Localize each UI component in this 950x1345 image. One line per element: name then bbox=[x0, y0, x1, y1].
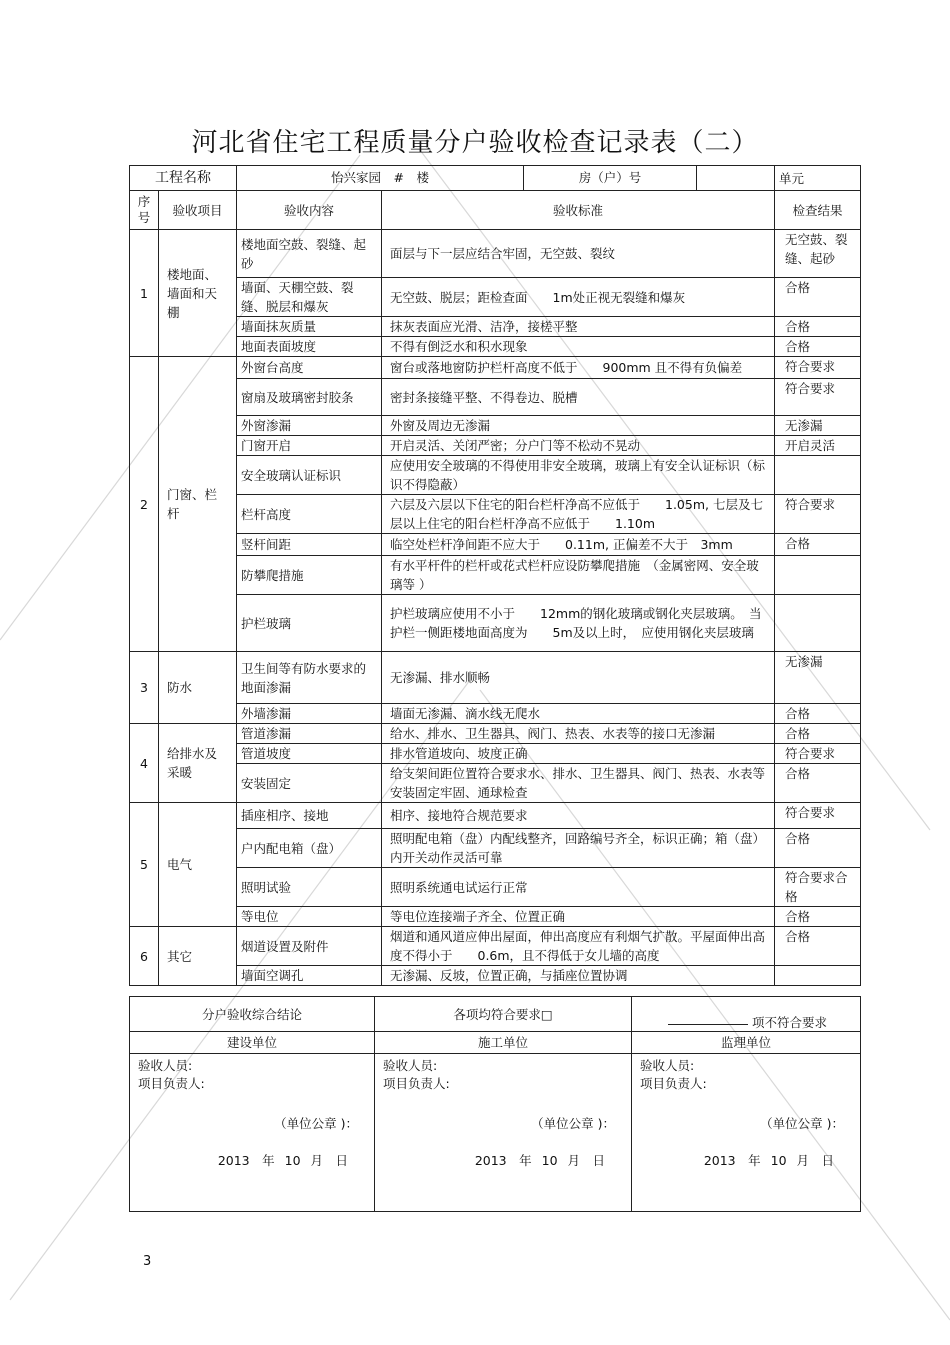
inspection-content: 安全玻璃认证标识 bbox=[237, 456, 382, 495]
signoff-table bbox=[129, 996, 861, 1212]
project-row bbox=[130, 166, 861, 191]
inspection-standard: 照明系统通电试运行正常 bbox=[382, 868, 775, 907]
table-row bbox=[130, 704, 861, 724]
group-seq: 5 bbox=[130, 803, 159, 927]
inspection-content: 墙面抹灰质量 bbox=[237, 317, 382, 337]
inspection-result: 合格 bbox=[775, 337, 861, 357]
parties-row bbox=[130, 1032, 861, 1054]
inspection-content: 卫生间等有防水要求的地面渗漏 bbox=[237, 652, 382, 704]
table-row bbox=[130, 495, 861, 534]
inspection-result: 无渗漏 bbox=[775, 652, 861, 704]
signature-block-construction bbox=[130, 1054, 375, 1212]
inspection-content: 墙面空调孔 bbox=[237, 966, 382, 986]
table-row bbox=[130, 803, 861, 829]
inspection-result: 合格 bbox=[775, 829, 861, 868]
table-row bbox=[130, 868, 861, 907]
seal-label: （单位公章 )： bbox=[760, 1116, 844, 1131]
group-item: 防水 bbox=[159, 652, 237, 724]
party-supervisor: 监理单位 bbox=[632, 1032, 861, 1054]
inspection-result: 合格 bbox=[775, 927, 861, 966]
header-row bbox=[130, 191, 861, 230]
room-number-label: 房（户）号 bbox=[524, 166, 697, 190]
inspection-result: 符合要求 bbox=[775, 357, 861, 379]
inspection-standard: 给水、排水、卫生器具、阀门、热表、水表等的接口无渗漏 bbox=[382, 724, 775, 744]
page-number: 3 bbox=[143, 1254, 152, 1269]
group-item: 给排水及采暖 bbox=[159, 724, 237, 803]
conclusion-label: 分户验收综合结论 bbox=[130, 997, 375, 1032]
table-row bbox=[130, 534, 861, 556]
inspection-result: 合格 bbox=[775, 278, 861, 317]
inspection-result: 符合要求 bbox=[775, 495, 861, 534]
group-seq: 6 bbox=[130, 927, 159, 986]
group-item: 电气 bbox=[159, 803, 237, 927]
inspection-standard: 应使用安全玻璃的不得使用非安全玻璃，玻璃上有安全认证标识（标识不得隐蔽） bbox=[382, 456, 775, 495]
signature-row bbox=[130, 1054, 861, 1212]
inspection-standard: 有水平杆件的栏杆或花式栏杆应设防攀爬措施 （金属密网、安全玻璃等 ） bbox=[382, 556, 775, 595]
inspection-standard: 照明配电箱（盘）内配线整齐，回路编号齐全，标识正确；箱（盘）内开关动作灵活可靠 bbox=[382, 829, 775, 868]
inspection-content: 地面表面坡度 bbox=[237, 337, 382, 357]
blank-underline bbox=[668, 1024, 748, 1025]
table-row bbox=[130, 556, 861, 595]
inspection-result: 符合要求 bbox=[775, 744, 861, 764]
manager-label: 项目负责人: bbox=[640, 1076, 707, 1091]
inspection-standard: 给支架间距位置符合要求水、排水、卫生器具、阀门、热表、水表等安装固定牢固、通球检查 bbox=[382, 764, 775, 803]
table-row bbox=[130, 436, 861, 456]
inspection-result: 合格 bbox=[775, 534, 861, 556]
group-item: 其它 bbox=[159, 927, 237, 986]
seal-label: （单位公章 )： bbox=[531, 1116, 615, 1131]
date-label: 2013 年 10 月 日 bbox=[217, 1153, 348, 1168]
inspection-content: 楼地面空鼓、裂缝、起砂 bbox=[237, 230, 382, 278]
inspector-label: 验收人员: bbox=[383, 1058, 438, 1073]
inspection-content: 栏杆高度 bbox=[237, 495, 382, 534]
table-row bbox=[130, 357, 861, 379]
table-row bbox=[130, 829, 861, 868]
date-label: 2013 年 10 月 日 bbox=[474, 1153, 605, 1168]
manager-label: 项目负责人: bbox=[138, 1076, 205, 1091]
table-row bbox=[130, 278, 861, 317]
inspection-content: 外墙渗漏 bbox=[237, 704, 382, 724]
signature-block-supervisor bbox=[632, 1054, 861, 1212]
inspection-standard: 相序、接地符合规范要求 bbox=[382, 803, 775, 829]
inspection-result: 合格 bbox=[775, 704, 861, 724]
inspection-standard: 无渗漏、反坡，位置正确，与插座位置协调 bbox=[382, 966, 775, 986]
inspection-result: 合格 bbox=[775, 724, 861, 744]
table-row bbox=[130, 927, 861, 966]
inspection-standard: 开启灵活、关闭严密；分户门等不松动不晃动 bbox=[382, 436, 775, 456]
inspection-content: 户内配电箱（盘） bbox=[237, 829, 382, 868]
header-content: 验收内容 bbox=[237, 191, 382, 230]
header-item: 验收项目 bbox=[159, 191, 237, 230]
table-row bbox=[130, 652, 861, 704]
group-seq: 3 bbox=[130, 652, 159, 724]
inspection-content: 护栏玻璃 bbox=[237, 595, 382, 652]
inspection-content: 等电位 bbox=[237, 907, 382, 927]
signature-block-builder bbox=[375, 1054, 632, 1212]
inspection-content: 照明试验 bbox=[237, 868, 382, 907]
table-row bbox=[130, 966, 861, 986]
inspection-standard: 抹灰表面应光滑、洁净，接槎平整 bbox=[382, 317, 775, 337]
inspection-content: 插座相序、接地 bbox=[237, 803, 382, 829]
inspection-standard: 排水管道坡向、坡度正确 bbox=[382, 744, 775, 764]
inspection-standard: 密封条接缝平整、不得卷边、脱槽 bbox=[382, 379, 775, 416]
table-row bbox=[130, 379, 861, 416]
conclusion-row bbox=[130, 997, 861, 1032]
inspection-result: 合格 bbox=[775, 764, 861, 803]
inspector-label: 验收人员: bbox=[640, 1058, 695, 1073]
inspection-standard: 外窗及周边无渗漏 bbox=[382, 416, 775, 436]
inspection-content: 窗扇及玻璃密封胶条 bbox=[237, 379, 382, 416]
inspection-result: 开启灵活 bbox=[775, 436, 861, 456]
inspection-content: 墙面、天棚空鼓、裂缝、脱层和爆灰 bbox=[237, 278, 382, 317]
table-row bbox=[130, 595, 861, 652]
inspection-result bbox=[775, 556, 861, 595]
inspection-result: 符合要求合格 bbox=[775, 868, 861, 907]
inspection-content: 外窗台高度 bbox=[237, 357, 382, 379]
inspection-standard: 护栏玻璃应使用不小于 12mm的钢化玻璃或钢化夹层玻璃。 当护栏一侧距楼地面高度为 5m及以上时， 应使用钢化夹层玻璃 bbox=[382, 595, 775, 652]
group-seq: 4 bbox=[130, 724, 159, 803]
inspection-result: 符合要求 bbox=[775, 379, 861, 416]
inspection-result: 合格 bbox=[775, 907, 861, 927]
table-row bbox=[130, 416, 861, 436]
header-result: 检查结果 bbox=[775, 191, 861, 230]
table-row bbox=[130, 764, 861, 803]
inspection-standard: 烟道和通风道应伸出屋面，伸出高度应有利烟气扩散。平屋面伸出高度不得小于 0.6m，且不得低于女儿墙的高度 bbox=[382, 927, 775, 966]
party-construction: 建设单位 bbox=[130, 1032, 375, 1054]
inspection-standard: 面层与下一层应结合牢固，无空鼓、裂纹 bbox=[382, 230, 775, 278]
inspection-content: 管道坡度 bbox=[237, 744, 382, 764]
inspection-result: 符合要求 bbox=[775, 803, 861, 829]
header-seq: 序号 bbox=[130, 191, 159, 230]
inspection-content: 防攀爬措施 bbox=[237, 556, 382, 595]
group-item: 楼地面、墙面和天棚 bbox=[159, 230, 237, 357]
table-row bbox=[130, 317, 861, 337]
inspection-standard: 墙面无渗漏、滴水线无爬水 bbox=[382, 704, 775, 724]
inspection-content: 烟道设置及附件 bbox=[237, 927, 382, 966]
inspection-result bbox=[775, 966, 861, 986]
table-row bbox=[130, 907, 861, 927]
conclusion-not-meets: 项不符合要求 bbox=[632, 997, 861, 1032]
seal-label: （单位公章 )： bbox=[274, 1116, 358, 1131]
project-name-value: 怡兴家园 # 楼 bbox=[237, 166, 524, 190]
inspection-result bbox=[775, 595, 861, 652]
inspection-standard: 临空处栏杆净间距不应大于 0.11m, 正偏差不大于 3mm bbox=[382, 534, 775, 556]
group-seq: 1 bbox=[130, 230, 159, 357]
group-item: 门窗、栏杆 bbox=[159, 357, 237, 652]
inspection-standard: 窗台或落地窗防护栏杆高度不低于 900mm 且不得有负偏差 bbox=[382, 357, 775, 379]
inspection-result: 无渗漏 bbox=[775, 416, 861, 436]
inspection-content: 门窗开启 bbox=[237, 436, 382, 456]
inspection-result bbox=[775, 456, 861, 495]
inspection-standard: 无空鼓、脱层；距检查面 1m处正视无裂缝和爆灰 bbox=[382, 278, 775, 317]
manager-label: 项目负责人: bbox=[383, 1076, 450, 1091]
inspection-content: 管道渗漏 bbox=[237, 724, 382, 744]
project-name-label: 工程名称 bbox=[130, 166, 237, 191]
party-builder: 施工单位 bbox=[375, 1032, 632, 1054]
inspection-content: 外窗渗漏 bbox=[237, 416, 382, 436]
inspection-standard: 等电位连接端子齐全、位置正确 bbox=[382, 907, 775, 927]
inspection-standard: 六层及六层以下住宅的阳台栏杆净高不应低于 1.05m, 七层及七层以上住宅的阳台栏杆净高不应低于 1.10m bbox=[382, 495, 775, 534]
inspector-label: 验收人员: bbox=[138, 1058, 193, 1073]
inspection-standard: 无渗漏、排水顺畅 bbox=[382, 652, 775, 704]
table-row bbox=[130, 337, 861, 357]
date-label: 2013 年 10 月 日 bbox=[703, 1153, 834, 1168]
inspection-result: 合格 bbox=[775, 317, 861, 337]
table-row bbox=[130, 456, 861, 495]
inspection-result: 无空鼓、裂缝、起砂 bbox=[775, 230, 861, 278]
inspection-content: 竖杆间距 bbox=[237, 534, 382, 556]
header-standard: 验收标准 bbox=[382, 191, 775, 230]
table-row bbox=[130, 744, 861, 764]
inspection-table bbox=[129, 165, 861, 986]
page-title: 河北省住宅工程质量分户验收检查记录表（二） bbox=[191, 128, 759, 158]
conclusion-meets: 各项均符合要求□ bbox=[375, 997, 632, 1032]
table-row bbox=[130, 724, 861, 744]
inspection-content: 安装固定 bbox=[237, 764, 382, 803]
group-seq: 2 bbox=[130, 357, 159, 652]
unit-label: 单元 bbox=[775, 166, 861, 191]
inspection-standard: 不得有倒泛水和积水现象 bbox=[382, 337, 775, 357]
table-row bbox=[130, 230, 861, 278]
